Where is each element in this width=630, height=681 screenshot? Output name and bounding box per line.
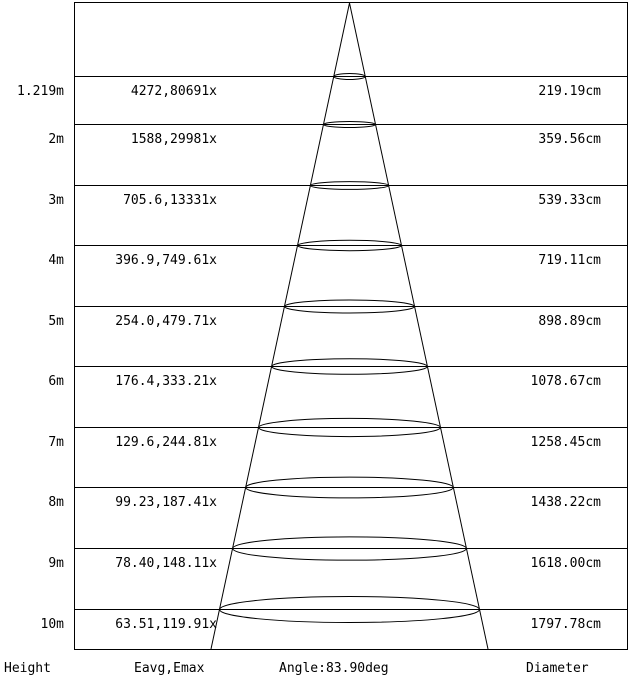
row-lux-label: 705.6,13331x bbox=[123, 193, 217, 208]
row-lux-label: 254.0,479.71x bbox=[115, 314, 217, 329]
row-lux-label: 1588,29981x bbox=[130, 132, 217, 147]
row-diameter-label: 898.89cm bbox=[538, 314, 601, 329]
footer-angle-label: Angle:83.90deg bbox=[279, 661, 389, 676]
row-lux-label: 78.40,148.11x bbox=[115, 556, 217, 571]
row-height-label: 4m bbox=[48, 253, 64, 268]
row-height-label: 5m bbox=[48, 314, 64, 329]
row-height-label: 8m bbox=[48, 495, 64, 510]
row-diameter-label: 1258.45cm bbox=[530, 435, 601, 450]
row-diameter-label: 1078.67cm bbox=[530, 374, 601, 389]
row-diameter-label: 1618.00cm bbox=[530, 556, 601, 571]
footer-height-label: Height bbox=[4, 661, 51, 676]
row-height-label: 1.219m bbox=[17, 84, 64, 99]
footer-lux-label: Eavg,Emax bbox=[134, 661, 205, 676]
row-lux-label: 396.9,749.61x bbox=[115, 253, 217, 268]
row-diameter-label: 1438.22cm bbox=[530, 495, 601, 510]
row-height-label: 6m bbox=[48, 374, 64, 389]
cone-right-edge bbox=[350, 3, 489, 649]
row-lux-label: 129.6,244.81x bbox=[115, 435, 217, 450]
row-diameter-label: 219.19cm bbox=[538, 84, 601, 99]
row-lux-label: 63.51,119.91x bbox=[115, 617, 217, 632]
row-diameter-label: 359.56cm bbox=[538, 132, 601, 147]
row-lux-label: 176.4,333.21x bbox=[115, 374, 217, 389]
row-height-label: 3m bbox=[48, 193, 64, 208]
row-diameter-label: 539.33cm bbox=[538, 193, 601, 208]
row-diameter-label: 719.11cm bbox=[538, 253, 601, 268]
row-diameter-label: 1797.78cm bbox=[530, 617, 601, 632]
cone-left-edge bbox=[211, 3, 350, 649]
row-height-label: 7m bbox=[48, 435, 64, 450]
row-height-label: 9m bbox=[48, 556, 64, 571]
footer-diameter-label: Diameter bbox=[526, 661, 589, 676]
row-height-label: 10m bbox=[40, 617, 64, 632]
row-height-label: 2m bbox=[48, 132, 64, 147]
row-lux-label: 99.23,187.41x bbox=[115, 495, 217, 510]
row-lux-label: 4272,80691x bbox=[130, 84, 217, 99]
